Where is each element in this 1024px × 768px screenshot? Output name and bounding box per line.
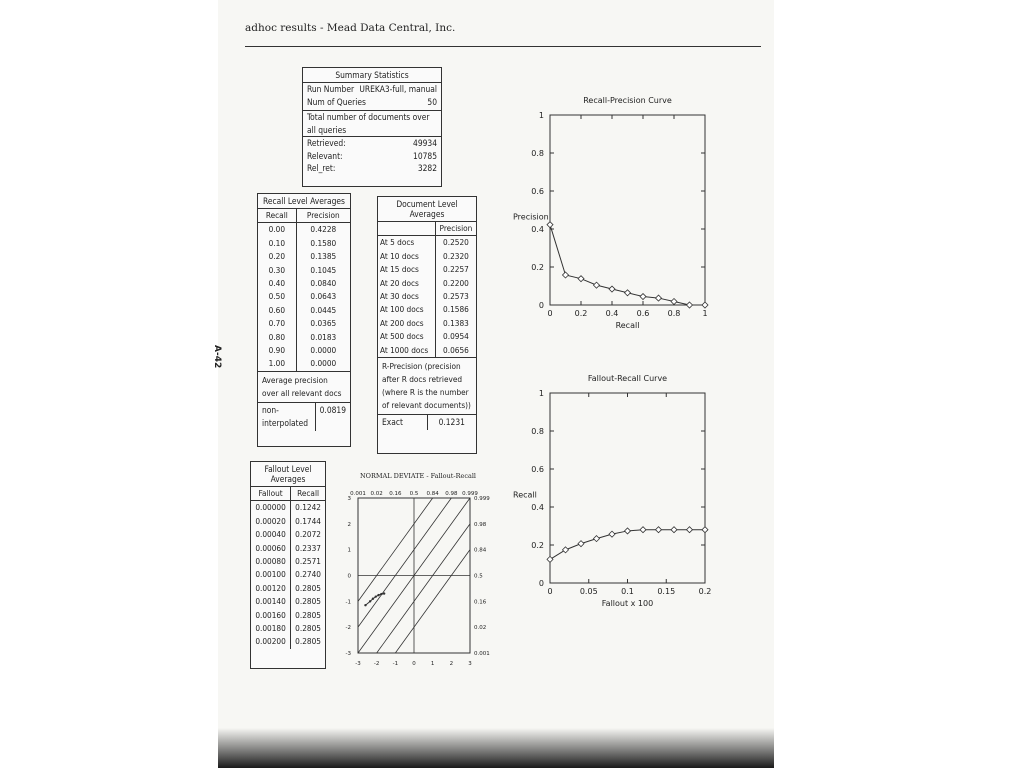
run-number-value: UREKA3-full, manual (359, 84, 437, 94)
y-tick-label: 1 (538, 111, 544, 120)
doc-level-row (378, 290, 476, 303)
x-tick-label: 0.8 (667, 309, 681, 318)
top-tick-label: 0.5 (409, 491, 419, 497)
left-tick-label: -3 (345, 651, 351, 657)
doc-levels-table (378, 222, 476, 357)
recall-level-cell: 0.0365 (310, 318, 337, 329)
recall-level-row (258, 357, 350, 370)
chart-title: NORMAL DEVIATE - Fallout-Recall (359, 472, 477, 480)
x-tick-label: 0.2 (574, 309, 588, 318)
data-point (625, 290, 631, 296)
col-doc-precision: Precision (435, 222, 476, 236)
fallout-levels-table (251, 487, 325, 649)
recall-level-row (258, 237, 350, 250)
summary-title: Summary Statistics (303, 68, 441, 83)
data-point (671, 299, 677, 305)
fallout-level-cell: 0.00040 (251, 528, 291, 541)
top-tick-label: 0.001 (350, 491, 366, 497)
relevant-value: 10785 (413, 150, 437, 161)
right-tick-label: 0.999 (474, 496, 490, 502)
data-point (640, 294, 646, 300)
fallout-level-cell: 0.1242 (295, 502, 321, 513)
data-point (702, 302, 708, 308)
exact-label: Exact (378, 415, 428, 430)
y-tick-label: 0.6 (531, 187, 544, 196)
x-axis-label: Recall (615, 321, 640, 330)
bottom-tick-label: -2 (373, 661, 380, 667)
data-point (625, 528, 631, 534)
x-tick-label: 0.4 (605, 309, 619, 318)
doc-level-cell: 0.2520 (443, 237, 469, 248)
right-tick-label: 0.84 (474, 547, 487, 554)
num-queries-row (303, 96, 441, 109)
doc-level-cell: 0.2573 (443, 291, 469, 302)
data-point (656, 295, 662, 301)
y-tick-label: 0.8 (531, 427, 544, 436)
recall-level-cell: 0.0840 (310, 278, 337, 289)
recall-level-row (258, 317, 350, 330)
chart-title: Fallout-Recall Curve (587, 374, 668, 383)
fallout-level-cell: 0.2805 (295, 609, 321, 620)
noninterp-value: 0.0819 (319, 404, 346, 415)
recall-level-cell: 0.40 (258, 277, 296, 290)
recall-level-cell: 0.0000 (310, 358, 337, 369)
fallout-level-row (251, 609, 325, 622)
recall-level-cell: 0.80 (258, 331, 296, 344)
data-point (594, 536, 600, 542)
recall-level-cell: 0.00 (258, 223, 296, 237)
recall-levels-table (258, 209, 350, 371)
y-tick-label: 0.2 (531, 263, 544, 272)
doc-level-cell: At 10 docs (378, 250, 435, 263)
fallout-level-row (251, 568, 325, 581)
recall-level-row (258, 277, 350, 290)
fallout-level-cell: 0.00120 (251, 582, 291, 595)
doc-level-row (378, 263, 476, 276)
fallout-level-row (251, 528, 325, 541)
fallout-level-cell: 0.2072 (295, 529, 321, 540)
recall-level-cell: 0.1045 (310, 264, 337, 275)
x-tick-label: 0 (547, 587, 553, 596)
doc-level-cell: 0.0954 (443, 331, 469, 342)
summary-statistics (302, 67, 442, 187)
fallout-level-cell: 0.2740 (295, 569, 321, 580)
recall-level-cell: 0.4228 (310, 224, 337, 235)
fallout-level-cell: 0.00020 (251, 515, 291, 528)
x-tick-label: 1 (702, 309, 708, 318)
doc-level-row (378, 277, 476, 290)
data-point (578, 541, 584, 547)
noninterp-row (258, 402, 350, 431)
recall-precision-chart (505, 90, 720, 345)
data-point (671, 527, 677, 533)
x-axis-label: Fallout x 100 (601, 599, 654, 608)
y-tick-label: 0.4 (531, 503, 544, 512)
data-point (369, 600, 371, 602)
doc-level-cell: 0.2257 (443, 264, 469, 275)
fallout-levels-title: Fallout Level Averages (251, 462, 325, 487)
y-tick-label: 0.4 (531, 225, 544, 234)
doc-level-cell: At 5 docs (378, 236, 435, 250)
doc-level-cell: At 30 docs (378, 290, 435, 303)
relret-row (303, 162, 441, 175)
doc-level-cell: 0.1383 (443, 317, 469, 328)
data-point (687, 527, 693, 533)
y-tick-label: 0.2 (531, 541, 544, 550)
page-header: adhoc results - Mead Data Central, Inc. (245, 22, 456, 34)
rprecision-note: R-Precision (precision after R docs retrieved (where R is the number of relevant documents)) (378, 357, 476, 414)
right-tick-label: 0.5 (474, 573, 483, 580)
right-tick-label: 0.16 (474, 599, 487, 606)
diagonal-line (358, 498, 451, 627)
fallout-level-cell: 0.00180 (251, 622, 291, 635)
normal-deviate-chart (338, 468, 500, 680)
run-number-row (303, 83, 441, 96)
doc-levels-title: Document Level Averages (378, 197, 476, 222)
recall-level-row (258, 264, 350, 277)
data-point (375, 595, 377, 597)
retrieved-value: 49934 (413, 138, 437, 148)
doc-level-cell: At 1000 docs (378, 344, 435, 357)
bottom-tick-label: -1 (392, 661, 399, 667)
retrieved-label: Retrieved: (307, 138, 346, 148)
fallout-level-averages (250, 461, 326, 669)
recall-level-row (258, 290, 350, 303)
recall-level-cell: 0.0445 (310, 304, 337, 315)
recall-levels-title: Recall Level Averages (258, 194, 350, 209)
fallout-level-row (251, 635, 325, 648)
fallout-level-cell: 0.00060 (251, 542, 291, 555)
y-axis-label: Precision (513, 212, 549, 222)
bottom-tick-label: 1 (430, 661, 435, 667)
fallout-level-cell: 0.2571 (295, 556, 321, 567)
data-point (594, 282, 600, 288)
fallout-level-row (251, 582, 325, 595)
doc-level-cell: At 200 docs (378, 317, 435, 330)
chart-title: Recall-Precision Curve (583, 96, 672, 105)
num-queries-value: 50 (427, 96, 437, 107)
data-point (380, 593, 382, 595)
data-point (609, 531, 615, 537)
recall-level-cell: 0.30 (258, 264, 296, 277)
doc-level-row (378, 303, 476, 316)
col-precision: Precision (296, 209, 350, 223)
y-tick-label: 0 (538, 301, 544, 310)
data-point (702, 527, 708, 533)
recall-level-cell: 0.90 (258, 344, 296, 357)
left-tick-label: 0 (347, 573, 351, 580)
recall-level-row (258, 250, 350, 263)
recall-level-cell: 0.10 (258, 237, 296, 250)
left-tick-label: 1 (347, 547, 351, 554)
left-tick-label: -2 (345, 625, 351, 632)
doc-level-cell: 0.0656 (443, 344, 469, 355)
header-rule (245, 46, 761, 47)
doc-level-row (378, 236, 476, 250)
bottom-tick-label: 3 (468, 661, 472, 667)
doc-level-cell: At 20 docs (378, 277, 435, 290)
doc-level-row (378, 330, 476, 343)
x-tick-label: 0.1 (621, 587, 634, 596)
relret-value: 3282 (417, 163, 437, 173)
diagonal-line (395, 550, 470, 653)
data-point (656, 527, 662, 533)
recall-level-cell: 0.50 (258, 290, 296, 303)
doc-level-row (378, 250, 476, 263)
data-point (377, 594, 379, 596)
doc-level-cell: 0.2320 (443, 250, 469, 261)
plot-frame (550, 393, 705, 583)
run-number-label: Run Number (307, 84, 355, 94)
recall-level-row (258, 331, 350, 344)
x-tick-label: 0.2 (698, 587, 712, 596)
fallout-level-cell: 0.1744 (295, 515, 321, 526)
exact-value: 0.1231 (438, 417, 465, 428)
recall-level-cell: 0.1580 (310, 237, 337, 248)
col-fallout: Fallout (251, 487, 291, 501)
data-point (640, 527, 646, 533)
left-tick-label: -1 (345, 599, 351, 606)
recall-level-cell: 0.1385 (310, 251, 337, 262)
data-point (609, 286, 615, 292)
y-tick-label: 0.6 (531, 465, 544, 474)
fallout-level-cell: 0.00000 (251, 501, 291, 515)
x-tick-label: 0.6 (636, 309, 650, 318)
fallout-level-row (251, 501, 325, 515)
relret-label: Rel_ret: (307, 163, 336, 173)
recall-level-cell: 0.20 (258, 250, 296, 263)
right-tick-label: 0.98 (474, 521, 487, 528)
data-point (372, 598, 374, 600)
recall-level-cell: 0.0183 (310, 331, 337, 342)
right-tick-label: 0.02 (474, 625, 487, 632)
recall-level-cell: 0.0000 (310, 345, 337, 356)
diagonal-line (358, 498, 433, 601)
col-blank (378, 222, 435, 236)
data-point (364, 604, 366, 606)
fallout-level-row (251, 555, 325, 568)
bottom-tick-label: -3 (355, 661, 361, 667)
data-point (563, 547, 569, 553)
fallout-level-cell: 0.2805 (295, 623, 321, 634)
recall-level-cell: 0.60 (258, 304, 296, 317)
x-tick-label: 0 (547, 309, 553, 318)
top-tick-label: 0.84 (426, 491, 439, 497)
doc-level-cell: At 500 docs (378, 330, 435, 343)
x-tick-label: 0.15 (657, 587, 676, 596)
total-docs-label: Total number of documents over all queries (303, 111, 441, 137)
col-fallout-recall: Recall (291, 487, 325, 501)
fallout-recall-chart (505, 368, 720, 623)
y-tick-label: 1 (538, 389, 544, 398)
doc-level-cell: At 100 docs (378, 303, 435, 316)
recall-level-row (258, 304, 350, 317)
fallout-level-cell: 0.2805 (295, 636, 321, 647)
fallout-level-cell: 0.2805 (295, 596, 321, 607)
data-point (547, 222, 553, 228)
bottom-tick-label: 2 (449, 661, 454, 667)
fallout-level-row (251, 515, 325, 528)
right-tick-label: 0.001 (474, 651, 490, 657)
fallout-level-cell: 0.00160 (251, 609, 291, 622)
data-point (383, 592, 385, 594)
page-number: A-42 (212, 345, 222, 369)
top-tick-label: 0.16 (389, 491, 402, 497)
doc-level-cell: 0.1586 (443, 304, 469, 315)
data-point (578, 276, 584, 282)
exact-row (378, 414, 476, 430)
fallout-level-row (251, 542, 325, 555)
left-tick-label: 2 (347, 521, 351, 528)
x-tick-label: 0.05 (579, 587, 598, 596)
top-tick-label: 0.98 (445, 491, 458, 497)
recall-level-row (258, 223, 350, 237)
diagonal-line (377, 524, 470, 653)
scan-margin (0, 0, 218, 768)
bottom-tick-label: 0 (412, 661, 416, 667)
fallout-level-cell: 0.2337 (295, 542, 321, 553)
y-tick-label: 0.8 (531, 149, 544, 158)
retrieved-row (303, 137, 441, 150)
top-tick-label: 0.02 (370, 491, 383, 497)
doc-level-row (378, 344, 476, 357)
fallout-level-cell: 0.00100 (251, 568, 291, 581)
recall-level-cell: 0.70 (258, 317, 296, 330)
data-point (687, 302, 693, 308)
doc-level-cell: 0.2200 (443, 277, 469, 288)
recall-level-averages (257, 193, 351, 447)
y-tick-label: 0 (538, 579, 544, 588)
col-recall: Recall (258, 209, 296, 223)
data-point (547, 556, 553, 562)
y-axis-label: Recall (513, 490, 537, 500)
recall-level-cell: 0.0643 (310, 291, 337, 302)
fallout-level-row (251, 622, 325, 635)
avg-precision-label: Average precision over all relevant docs (258, 371, 350, 402)
document-level-averages (377, 196, 477, 454)
fallout-level-cell: 0.00140 (251, 595, 291, 608)
fallout-level-cell: 0.00080 (251, 555, 291, 568)
fallout-level-cell: 0.00200 (251, 635, 291, 648)
data-point (563, 272, 569, 278)
num-queries-label: Num of Queries (307, 96, 366, 107)
doc-level-row (378, 317, 476, 330)
fallout-level-row (251, 595, 325, 608)
fallout-level-cell: 0.2805 (295, 582, 321, 593)
noninterp-label: non-interpolated (258, 403, 316, 431)
left-tick-label: 3 (347, 496, 351, 502)
recall-level-cell: 1.00 (258, 357, 296, 370)
scan-shadow (218, 728, 774, 768)
top-tick-label: 0.999 (462, 491, 478, 497)
recall-level-row (258, 344, 350, 357)
doc-level-cell: At 15 docs (378, 263, 435, 276)
relevant-row (303, 150, 441, 163)
relevant-label: Relevant: (307, 150, 343, 161)
